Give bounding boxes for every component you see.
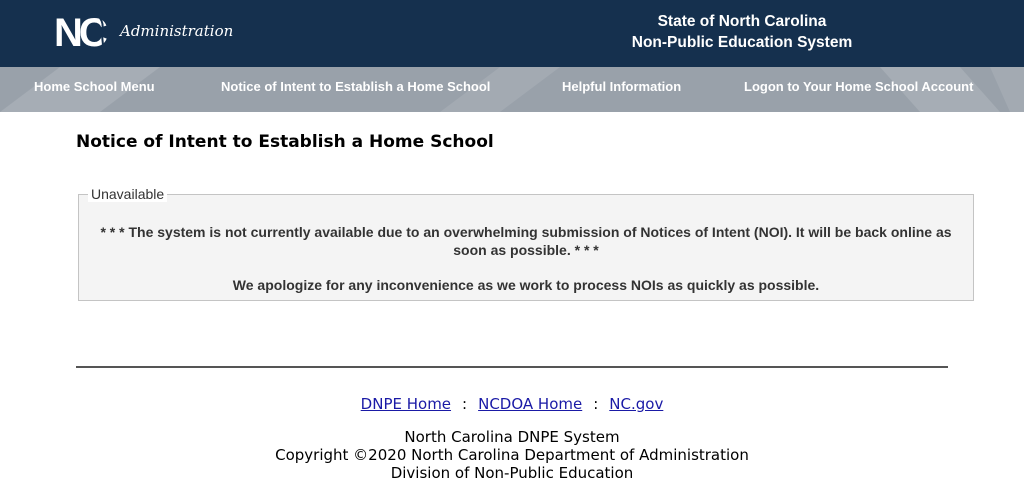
- logo-text: NC: [54, 12, 104, 50]
- footer-copyright: Copyright ©2020 North Carolina Department of Administration: [275, 446, 749, 464]
- footer-separator: :: [462, 395, 468, 413]
- footer-divider: [76, 366, 948, 368]
- site-header: [0, 0, 1024, 67]
- nc-logo-icon: [54, 12, 116, 50]
- unavailable-message: * * * The system is not currently available due to an overwhelming submission of Notices of Intent (NOI). It will be back online as soon as possible. * * *: [100, 224, 952, 258]
- footer-info: [0, 428, 1024, 482]
- nav-notice-of-intent[interactable]: Notice of Intent to Establish a Home School: [221, 79, 491, 94]
- site-title-line2: Non-Public Education System: [631, 34, 853, 51]
- site-title: [560, 11, 924, 53]
- footer-link-dnpe-home[interactable]: DNPE Home: [360, 395, 452, 413]
- page-title: Notice of Intent to Establish a Home School: [76, 132, 494, 152]
- logo-subtitle: Administration: [120, 22, 234, 40]
- footer-link-ncdoa-home[interactable]: NCDOA Home: [478, 395, 583, 413]
- site-title-line1: State of North Carolina: [657, 13, 827, 30]
- fieldset-legend: Unavailable: [88, 186, 167, 202]
- footer-system-name: North Carolina DNPE System: [404, 428, 620, 446]
- nav-logon-account[interactable]: Logon to Your Home School Account: [744, 79, 974, 94]
- footer-separator: :: [593, 395, 599, 413]
- footer-division: Division of Non-Public Education: [390, 464, 634, 482]
- main-nav: [0, 67, 1024, 112]
- nav-home-school-menu[interactable]: Home School Menu: [34, 79, 155, 94]
- nav-helpful-information[interactable]: Helpful Information: [562, 79, 682, 94]
- apology-message: We apologize for any inconvenience as we work to process NOIs as quickly as possible.: [232, 277, 820, 293]
- footer-link-nc-gov[interactable]: NC.gov: [609, 395, 664, 413]
- footer-links: [0, 394, 1024, 414]
